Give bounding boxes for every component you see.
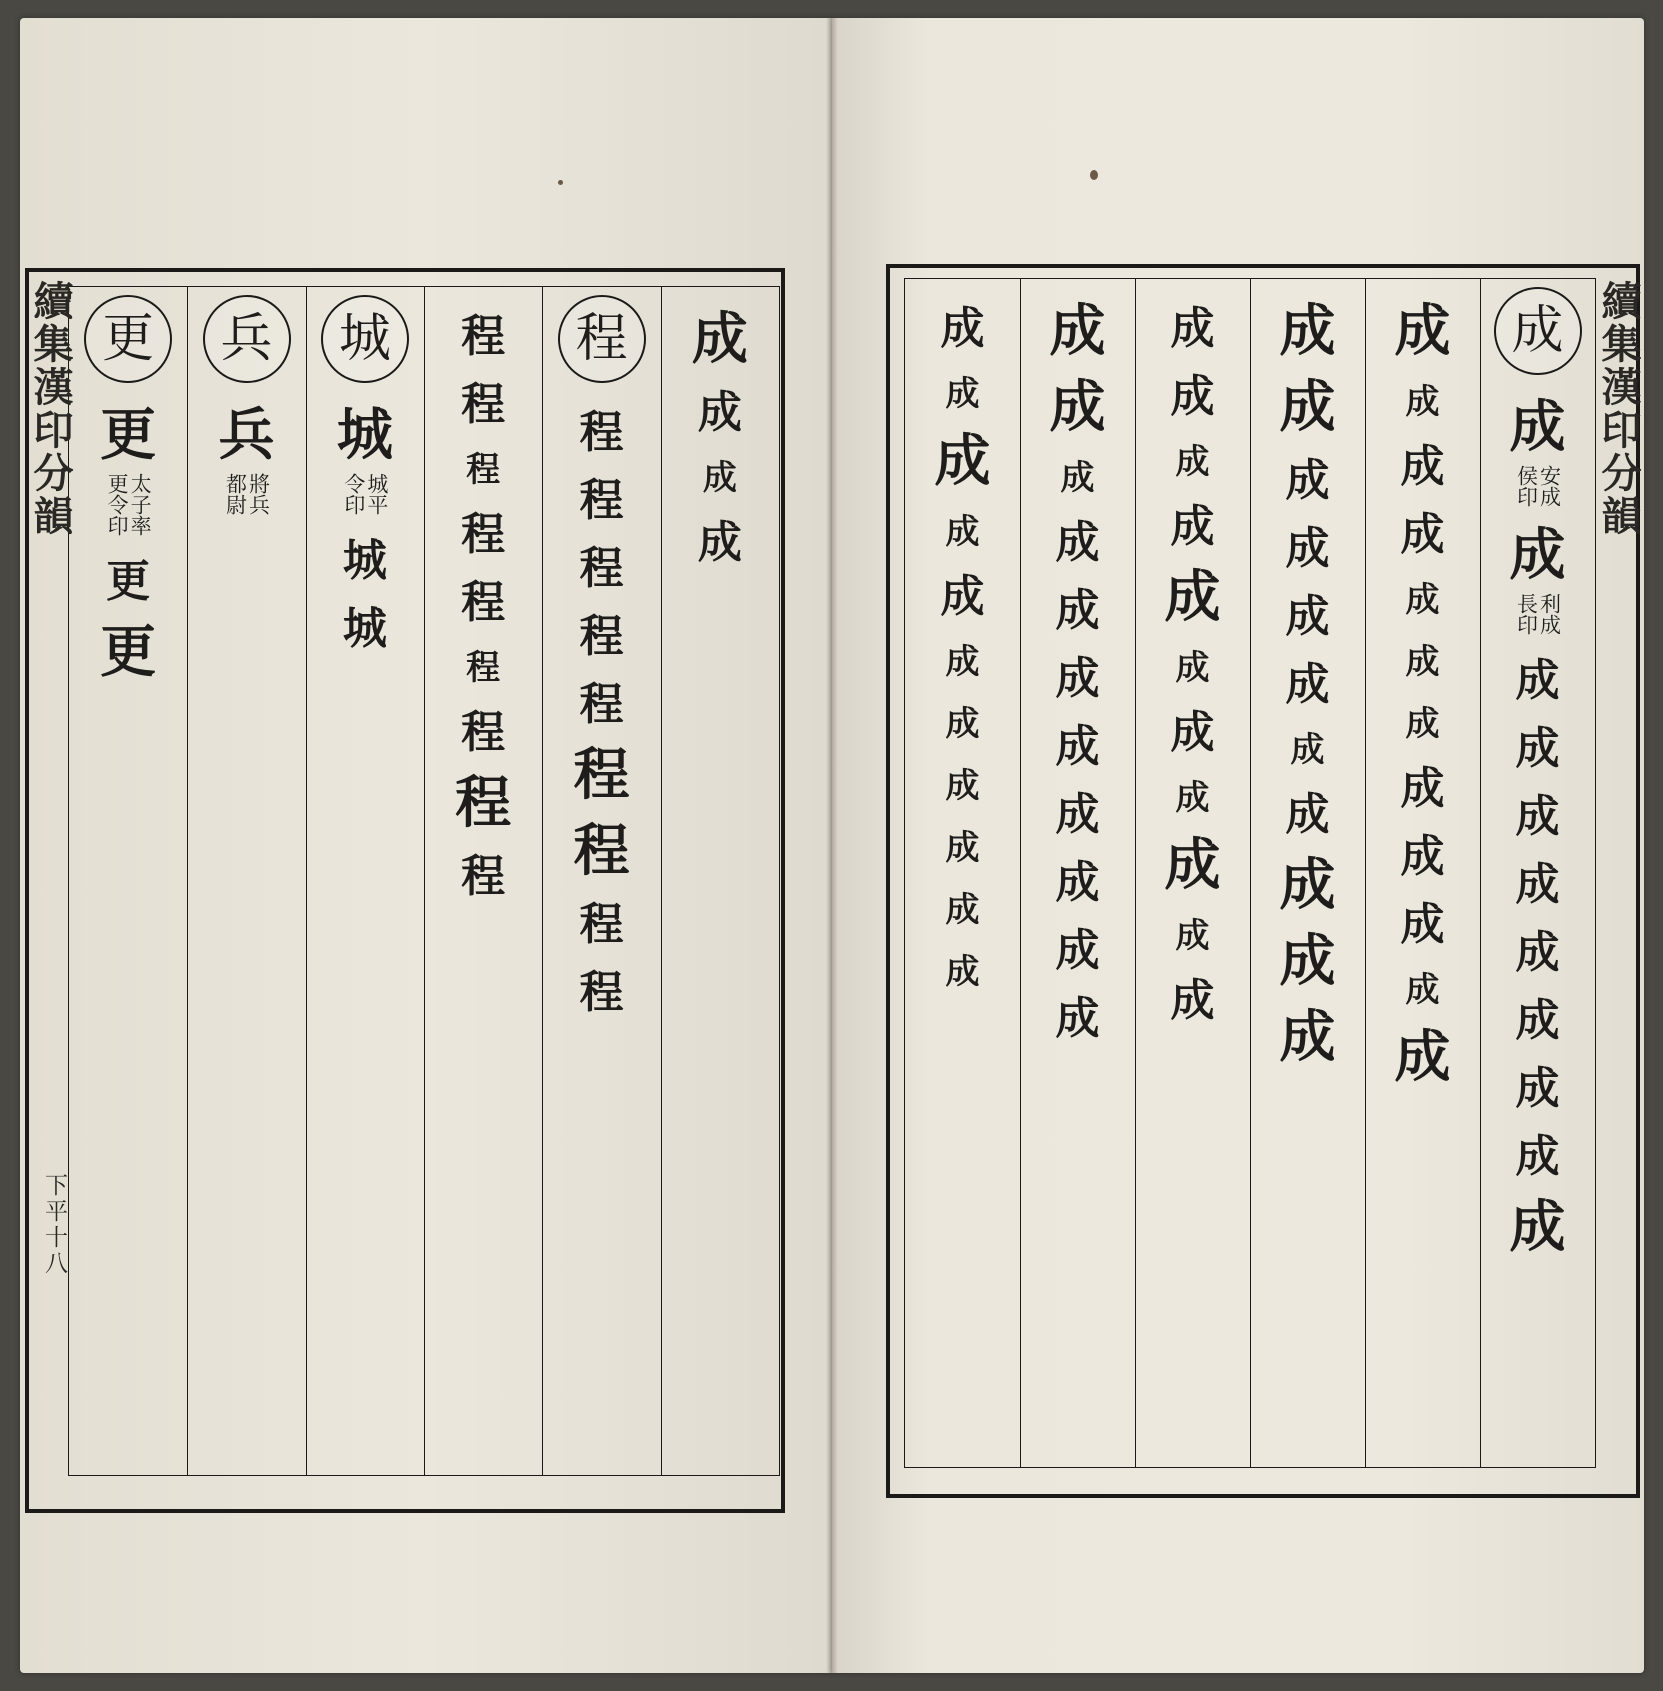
paper-stain (1090, 170, 1098, 180)
seal-glyph: 成 (1515, 1063, 1560, 1114)
seal-glyph: 成 (1049, 298, 1106, 364)
seal-glyph: 城 (342, 535, 387, 586)
seal-glyph: 成 (1279, 928, 1336, 994)
seal-glyph: 成 (945, 642, 980, 682)
seal-glyph: 成 (1055, 857, 1100, 908)
right-column-4 (1135, 279, 1250, 1467)
seal-glyph: 程 (461, 851, 506, 902)
seal-glyph-stack (69, 399, 187, 692)
left-column-grid (68, 286, 780, 1476)
seal-glyph: 成 (1515, 927, 1560, 978)
left-column-6 (69, 287, 187, 1475)
seal-glyph: 程 (579, 475, 624, 526)
seal-glyph-stack (661, 303, 779, 577)
seal-glyph: 成 (697, 517, 742, 568)
seal-glyph: 成 (1164, 564, 1221, 630)
right-column-2 (1365, 279, 1480, 1467)
column-rule (1365, 279, 1366, 1467)
seal-glyph-stack (424, 303, 542, 911)
seal-glyph-stack (1020, 295, 1135, 1053)
left-column-2 (542, 287, 660, 1475)
seal-glyph: 成 (1515, 859, 1560, 910)
seal-glyph: 成 (945, 952, 980, 992)
seal-glyph: 成 (940, 303, 985, 354)
seal-inscription-note (343, 473, 387, 515)
left-column-3 (424, 287, 542, 1475)
left-column-1 (661, 287, 779, 1475)
seal-glyph: 成 (1405, 382, 1440, 422)
seal-glyph: 成 (945, 890, 980, 930)
seal-glyph: 成 (1515, 655, 1560, 706)
seal-glyph: 城 (336, 402, 393, 468)
note-line: 侯印 (1514, 465, 1539, 507)
seal-glyph: 成 (1055, 993, 1100, 1044)
seal-glyph: 城 (342, 603, 387, 654)
rhyme-heading-circle: 程 (558, 295, 646, 383)
seal-inscription-note (225, 473, 269, 515)
note-line: 太子率 (128, 473, 153, 536)
seal-glyph: 成 (1170, 501, 1215, 552)
seal-glyph: 程 (466, 450, 501, 490)
seal-glyph: 程 (579, 679, 624, 730)
seal-glyph: 成 (1170, 975, 1215, 1026)
note-line: 長印 (1514, 593, 1539, 635)
left-column-4 (306, 287, 424, 1475)
seal-glyph: 程 (579, 967, 624, 1018)
seal-glyph: 成 (1170, 303, 1215, 354)
seal-glyph: 成 (1285, 523, 1330, 574)
seal-glyph: 成 (1279, 1004, 1336, 1070)
seal-glyph: 成 (1285, 591, 1330, 642)
column-rule (661, 287, 662, 1475)
right-column-grid (904, 278, 1596, 1468)
column-rule (542, 287, 543, 1475)
note-line: 都尉 (223, 473, 248, 515)
seal-glyph-stack (1135, 295, 1250, 1035)
seal-glyph: 成 (1515, 723, 1560, 774)
seal-glyph: 成 (1055, 721, 1100, 772)
seal-glyph: 成 (1279, 374, 1336, 440)
seal-glyph: 程 (461, 379, 506, 430)
seal-glyph: 更 (100, 402, 157, 468)
rhyme-heading-circle: 更 (84, 295, 172, 383)
seal-glyph: 成 (1170, 371, 1215, 422)
seal-glyph: 成 (1170, 707, 1215, 758)
seal-glyph-stack (542, 399, 660, 1027)
seal-glyph: 程 (573, 742, 630, 808)
seal-glyph: 成 (1394, 1024, 1451, 1090)
seal-glyph: 成 (1060, 458, 1095, 498)
seal-glyph: 程 (461, 577, 506, 628)
seal-glyph: 成 (1055, 789, 1100, 840)
seal-glyph: 成 (1055, 517, 1100, 568)
seal-glyph: 成 (1509, 522, 1566, 588)
seal-glyph: 成 (1175, 648, 1210, 688)
seal-inscription-note (1516, 465, 1560, 507)
rhyme-heading-circle: 城 (321, 295, 409, 383)
seal-glyph: 成 (1290, 730, 1325, 770)
seal-glyph: 程 (461, 707, 506, 758)
seal-glyph-stack (187, 399, 305, 527)
seal-glyph: 成 (1055, 925, 1100, 976)
seal-glyph: 成 (1279, 298, 1336, 364)
right-side-title: 續集漢印分韻 (1595, 280, 1642, 538)
seal-glyph: 成 (934, 428, 991, 494)
seal-glyph: 成 (1515, 1131, 1560, 1182)
left-column-5 (187, 287, 305, 1475)
column-rule (1020, 279, 1021, 1467)
note-line: 安成 (1537, 465, 1562, 507)
right-column-5 (1020, 279, 1135, 1467)
seal-glyph: 成 (1175, 778, 1210, 818)
seal-glyph: 成 (1279, 852, 1336, 918)
column-rule (306, 287, 307, 1475)
column-rule (1480, 279, 1481, 1467)
seal-glyph: 成 (1509, 1194, 1566, 1260)
note-line: 令印 (341, 473, 366, 515)
seal-glyph: 成 (940, 571, 985, 622)
seal-glyph: 成 (1400, 831, 1445, 882)
seal-glyph: 成 (1400, 441, 1445, 492)
column-rule (187, 287, 188, 1475)
rhyme-heading-circle: 成 (1494, 287, 1582, 375)
seal-glyph: 程 (579, 899, 624, 950)
seal-glyph-stack (306, 399, 424, 663)
seal-glyph: 程 (461, 311, 506, 362)
seal-glyph-stack (1250, 295, 1365, 1077)
right-column-3 (1250, 279, 1365, 1467)
seal-glyph: 成 (945, 374, 980, 414)
seal-glyph: 成 (1405, 970, 1440, 1010)
seal-glyph: 兵 (218, 402, 275, 468)
rhyme-heading-circle: 兵 (203, 295, 291, 383)
seal-glyph: 程 (579, 611, 624, 662)
seal-glyph: 成 (1509, 394, 1566, 460)
seal-glyph: 成 (1405, 580, 1440, 620)
seal-glyph: 程 (573, 818, 630, 884)
seal-glyph: 成 (697, 387, 742, 438)
seal-glyph: 成 (945, 704, 980, 744)
seal-glyph: 成 (1055, 653, 1100, 704)
seal-glyph-stack (905, 295, 1020, 1003)
note-line: 更令印 (105, 473, 130, 536)
right-column-6 (905, 279, 1020, 1467)
seal-glyph: 成 (1049, 374, 1106, 440)
left-page (20, 18, 832, 1673)
seal-inscription-note (105, 473, 153, 536)
seal-glyph: 程 (579, 543, 624, 594)
right-column-1 (1480, 279, 1595, 1467)
seal-glyph: 成 (702, 458, 737, 498)
seal-glyph: 成 (1285, 789, 1330, 840)
seal-glyph: 成 (1175, 442, 1210, 482)
seal-glyph: 程 (579, 407, 624, 458)
seal-glyph: 程 (461, 509, 506, 560)
seal-glyph: 成 (1405, 642, 1440, 682)
note-line: 城平 (364, 473, 389, 515)
seal-glyph: 成 (1405, 704, 1440, 744)
left-folio: 下平十八 (41, 1173, 67, 1277)
seal-glyph: 成 (1400, 899, 1445, 950)
right-page (832, 18, 1644, 1673)
book-gutter (826, 18, 838, 1673)
seal-glyph: 成 (1285, 659, 1330, 710)
seal-glyph: 成 (945, 512, 980, 552)
column-rule (1250, 279, 1251, 1467)
seal-glyph: 成 (1515, 791, 1560, 842)
seal-glyph: 成 (1400, 509, 1445, 560)
seal-glyph: 成 (1164, 832, 1221, 898)
seal-glyph: 成 (1515, 995, 1560, 1046)
seal-glyph: 成 (1394, 298, 1451, 364)
column-rule (1135, 279, 1136, 1467)
left-side-title: 續集漢印分韻 (27, 280, 74, 538)
seal-glyph: 成 (1285, 455, 1330, 506)
seal-glyph: 程 (455, 770, 512, 836)
seal-glyph: 成 (1055, 585, 1100, 636)
seal-glyph: 更 (106, 556, 151, 607)
seal-glyph: 更 (100, 619, 157, 685)
seal-glyph: 程 (466, 648, 501, 688)
seal-glyph: 成 (1175, 916, 1210, 956)
seal-glyph: 成 (945, 766, 980, 806)
seal-glyph: 成 (1400, 763, 1445, 814)
note-line: 利成 (1537, 593, 1562, 635)
seal-glyph-stack (1480, 391, 1595, 1267)
seal-glyph: 成 (945, 828, 980, 868)
seal-glyph: 成 (691, 306, 748, 372)
note-line: 將兵 (246, 473, 271, 515)
column-rule (424, 287, 425, 1475)
seal-inscription-note (1516, 593, 1560, 635)
paper-stain (558, 180, 563, 185)
seal-glyph-stack (1365, 295, 1480, 1097)
